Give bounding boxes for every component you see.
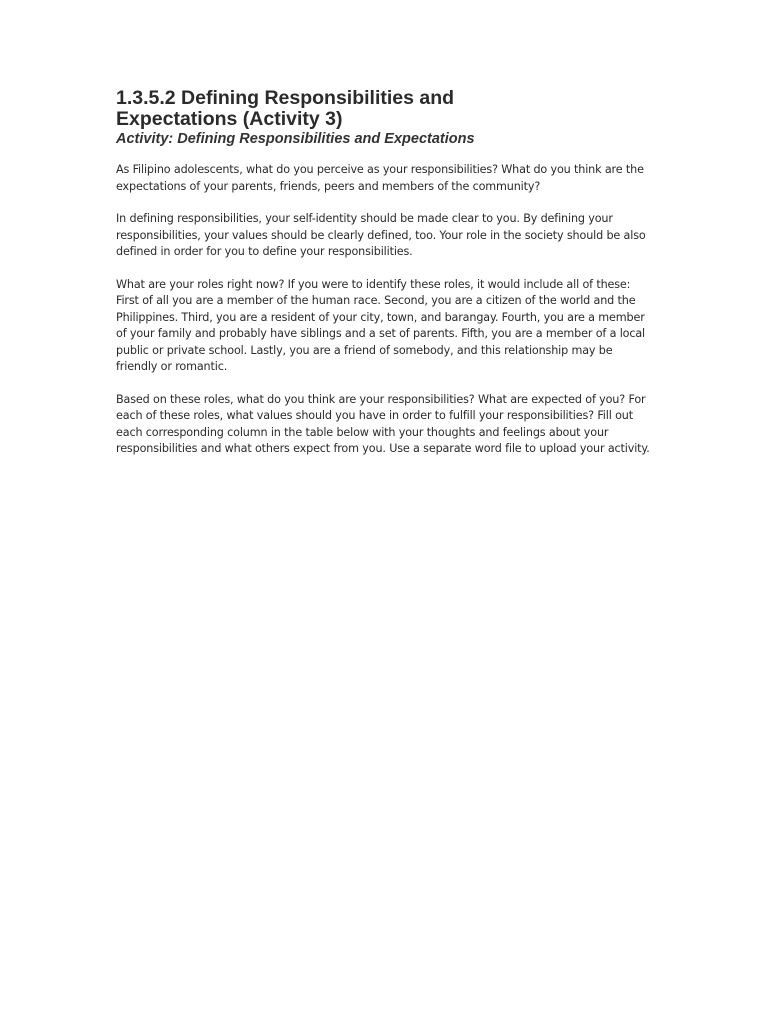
paragraph-roles: What are your roles right now? If you were to identify these roles, it would include all of these: First of all you are a member of the human race. Second, you are a citizen of the world and the Philippines. Third, you are a resident of your city, town, and barangay. Fourth, you are a member of your family and probably have siblings and a set of parents. Fifth, you are a member of a local public or private school. Lastly, you are a friend of somebody, and this relationship may be friendly or romantic.	[116, 277, 646, 373]
page-title	[116, 88, 656, 130]
title-line-2: Expectations (Activity 3)	[116, 108, 343, 130]
paragraph-instructions: Based on these roles, what do you think are your responsibilities? What are expected of you? For each of these roles, what values should you have in order to fulfill your responsibilities? Fill out each corresponding column in the table below with your thoughts and feelings about your responsibilities and what others expect from you. Use a separate word file to upload your activity.	[116, 392, 650, 455]
paragraph-intro: As Filipino adolescents, what do you perceive as your responsibilities? What do you think are the expectations of your parents, friends, peers and members of the community?	[116, 163, 644, 193]
title-line-1: 1.3.5.2 Defining Responsibilities and	[116, 87, 455, 109]
paragraph-defining: In defining responsibilities, your self-identity should be made clear to you. By defining your responsibilities, your values should be clearly defined, too. Your role in the society should be also defined in order for you to define your responsibilities.	[116, 212, 646, 258]
activity-subtitle: Activity: Defining Responsibilities and Expectations	[116, 131, 475, 147]
document-content	[116, 88, 656, 474]
